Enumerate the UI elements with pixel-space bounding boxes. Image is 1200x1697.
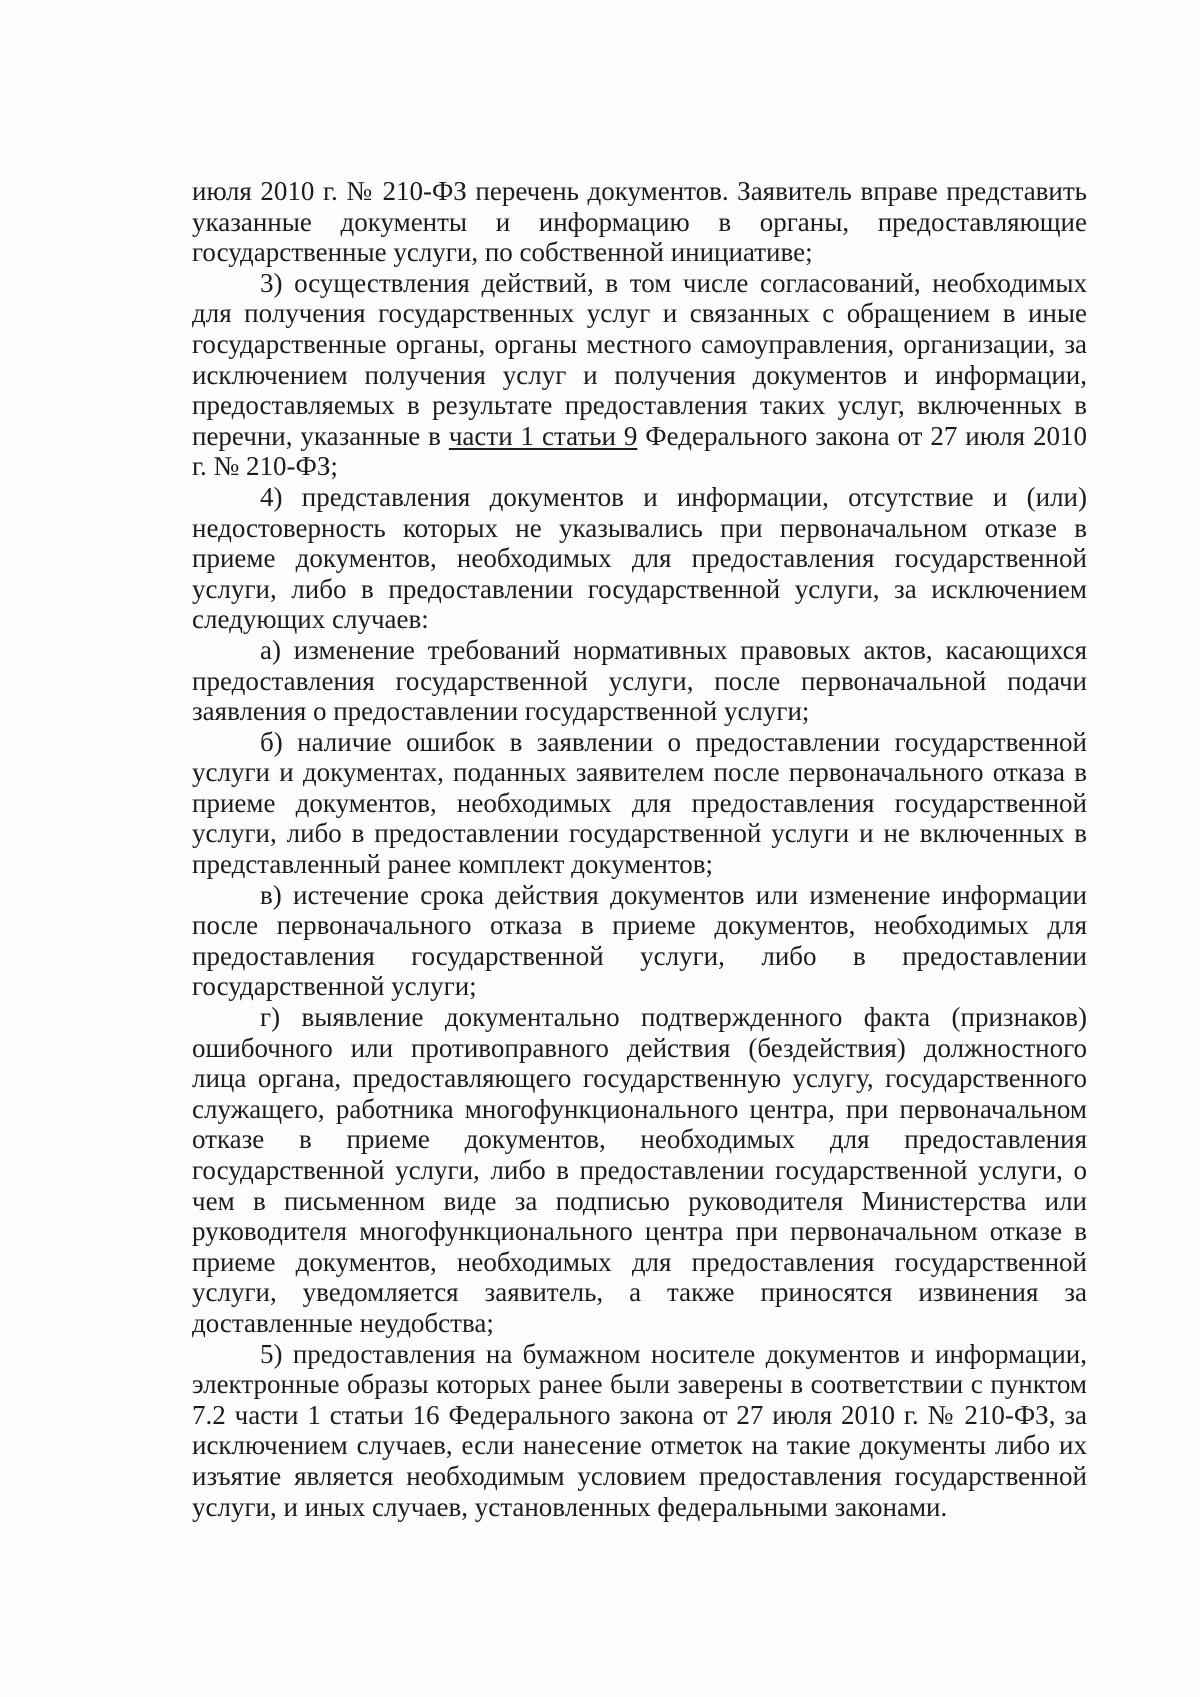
- paragraph-text: 5) предоставления на бумажном носителе документов и информации, электронные образы которых ранее были заверены в соответствии с пунктом 7.2 части 1 статьи 16 Федерального закона от 27 июля 2010 г. № 210-ФЗ, за исключением случаев, если нанесение отметок на такие документы либо их изъятие является необходимым условием предоставления государственной услуги, и иных случаев, установленных федеральными законами.: [192, 1338, 1087, 1522]
- paragraph-text: а) изменение требований нормативных правовых актов, касающихся предоставления государственной услуги, после первоначальной подачи заявления о предоставлении государственной услуги;: [192, 634, 1087, 727]
- paragraph-text-tail: Федерального закона от 27 июля 2010 г. № 210-ФЗ;: [192, 420, 1088, 482]
- paragraph-item-b: [192, 727, 1087, 880]
- paragraph-item-4: [192, 482, 1087, 635]
- paragraph-text: 3) осуществления действий, в том числе согласований, необходимых для получения государственных услуг и связанных с обращением в иные государственные органы, органы местного самоуправления, организации, за исключением получения услуг и получения документов и информации, предоставляемых в результате предоставления таких услуг, включенных в перечни, указанные в: [192, 267, 1087, 451]
- law-reference-link[interactable]: части 1 статьи 9: [448, 420, 638, 451]
- paragraph-text: 4) представления документов и информации, отсутствие и (или) недостоверность которых не указывались при первоначальном отказе в приеме документов, необходимых для предоставления государственной услуги, либо в предоставлении государственной услуги, за исключением следующих случаев:: [192, 481, 1087, 635]
- paragraph-item-g: [192, 1002, 1087, 1339]
- paragraph-item-a: [192, 635, 1087, 727]
- paragraph-item-v: [192, 880, 1087, 1002]
- paragraph-text: в) истечение срока действия документов или изменение информации после первоначального отказа в приеме документов, необходимых для предоставления государственной услуги, либо в предоставлении государственной услуги;: [192, 879, 1087, 1002]
- document-body: [192, 176, 1087, 1522]
- paragraph-continuation: [192, 176, 1087, 268]
- paragraph-item-5: [192, 1339, 1087, 1523]
- paragraph-text: б) наличие ошибок в заявлении о предоставлении государственной услуги и документах, поданных заявителем после первоначального отказа в приеме документов, необходимых для предоставления государственной услуги, либо в предоставлении государственной услуги и не включенных в представленный ранее комплект документов;: [192, 726, 1087, 880]
- paragraph-text: г) выявление документально подтвержденного факта (признаков) ошибочного или противоправного действия (бездействия) должностного лица органа, предоставляющего государственную услугу, государственного служащего, работника многофункционального центра, при первоначальном отказе в приеме документов, необходимых для предоставления государственной услуги, либо в предоставлении государственной услуги, о чем в письменном виде за подписью руководителя Министерства или руководителя многофункционального центра при первоначальном отказе в приеме документов, необходимых для предоставления государственной услуги, уведомляется заявитель, а также приносятся извинения за доставленные неудобства;: [192, 1002, 1087, 1338]
- paragraph-item-3: [192, 268, 1087, 482]
- paragraph-text: июля 2010 г. № 210-ФЗ перечень документов. Заявитель вправе представить указанные документы и информацию в органы, предоставляющие государственные услуги, по собственной инициативе;: [192, 176, 1087, 268]
